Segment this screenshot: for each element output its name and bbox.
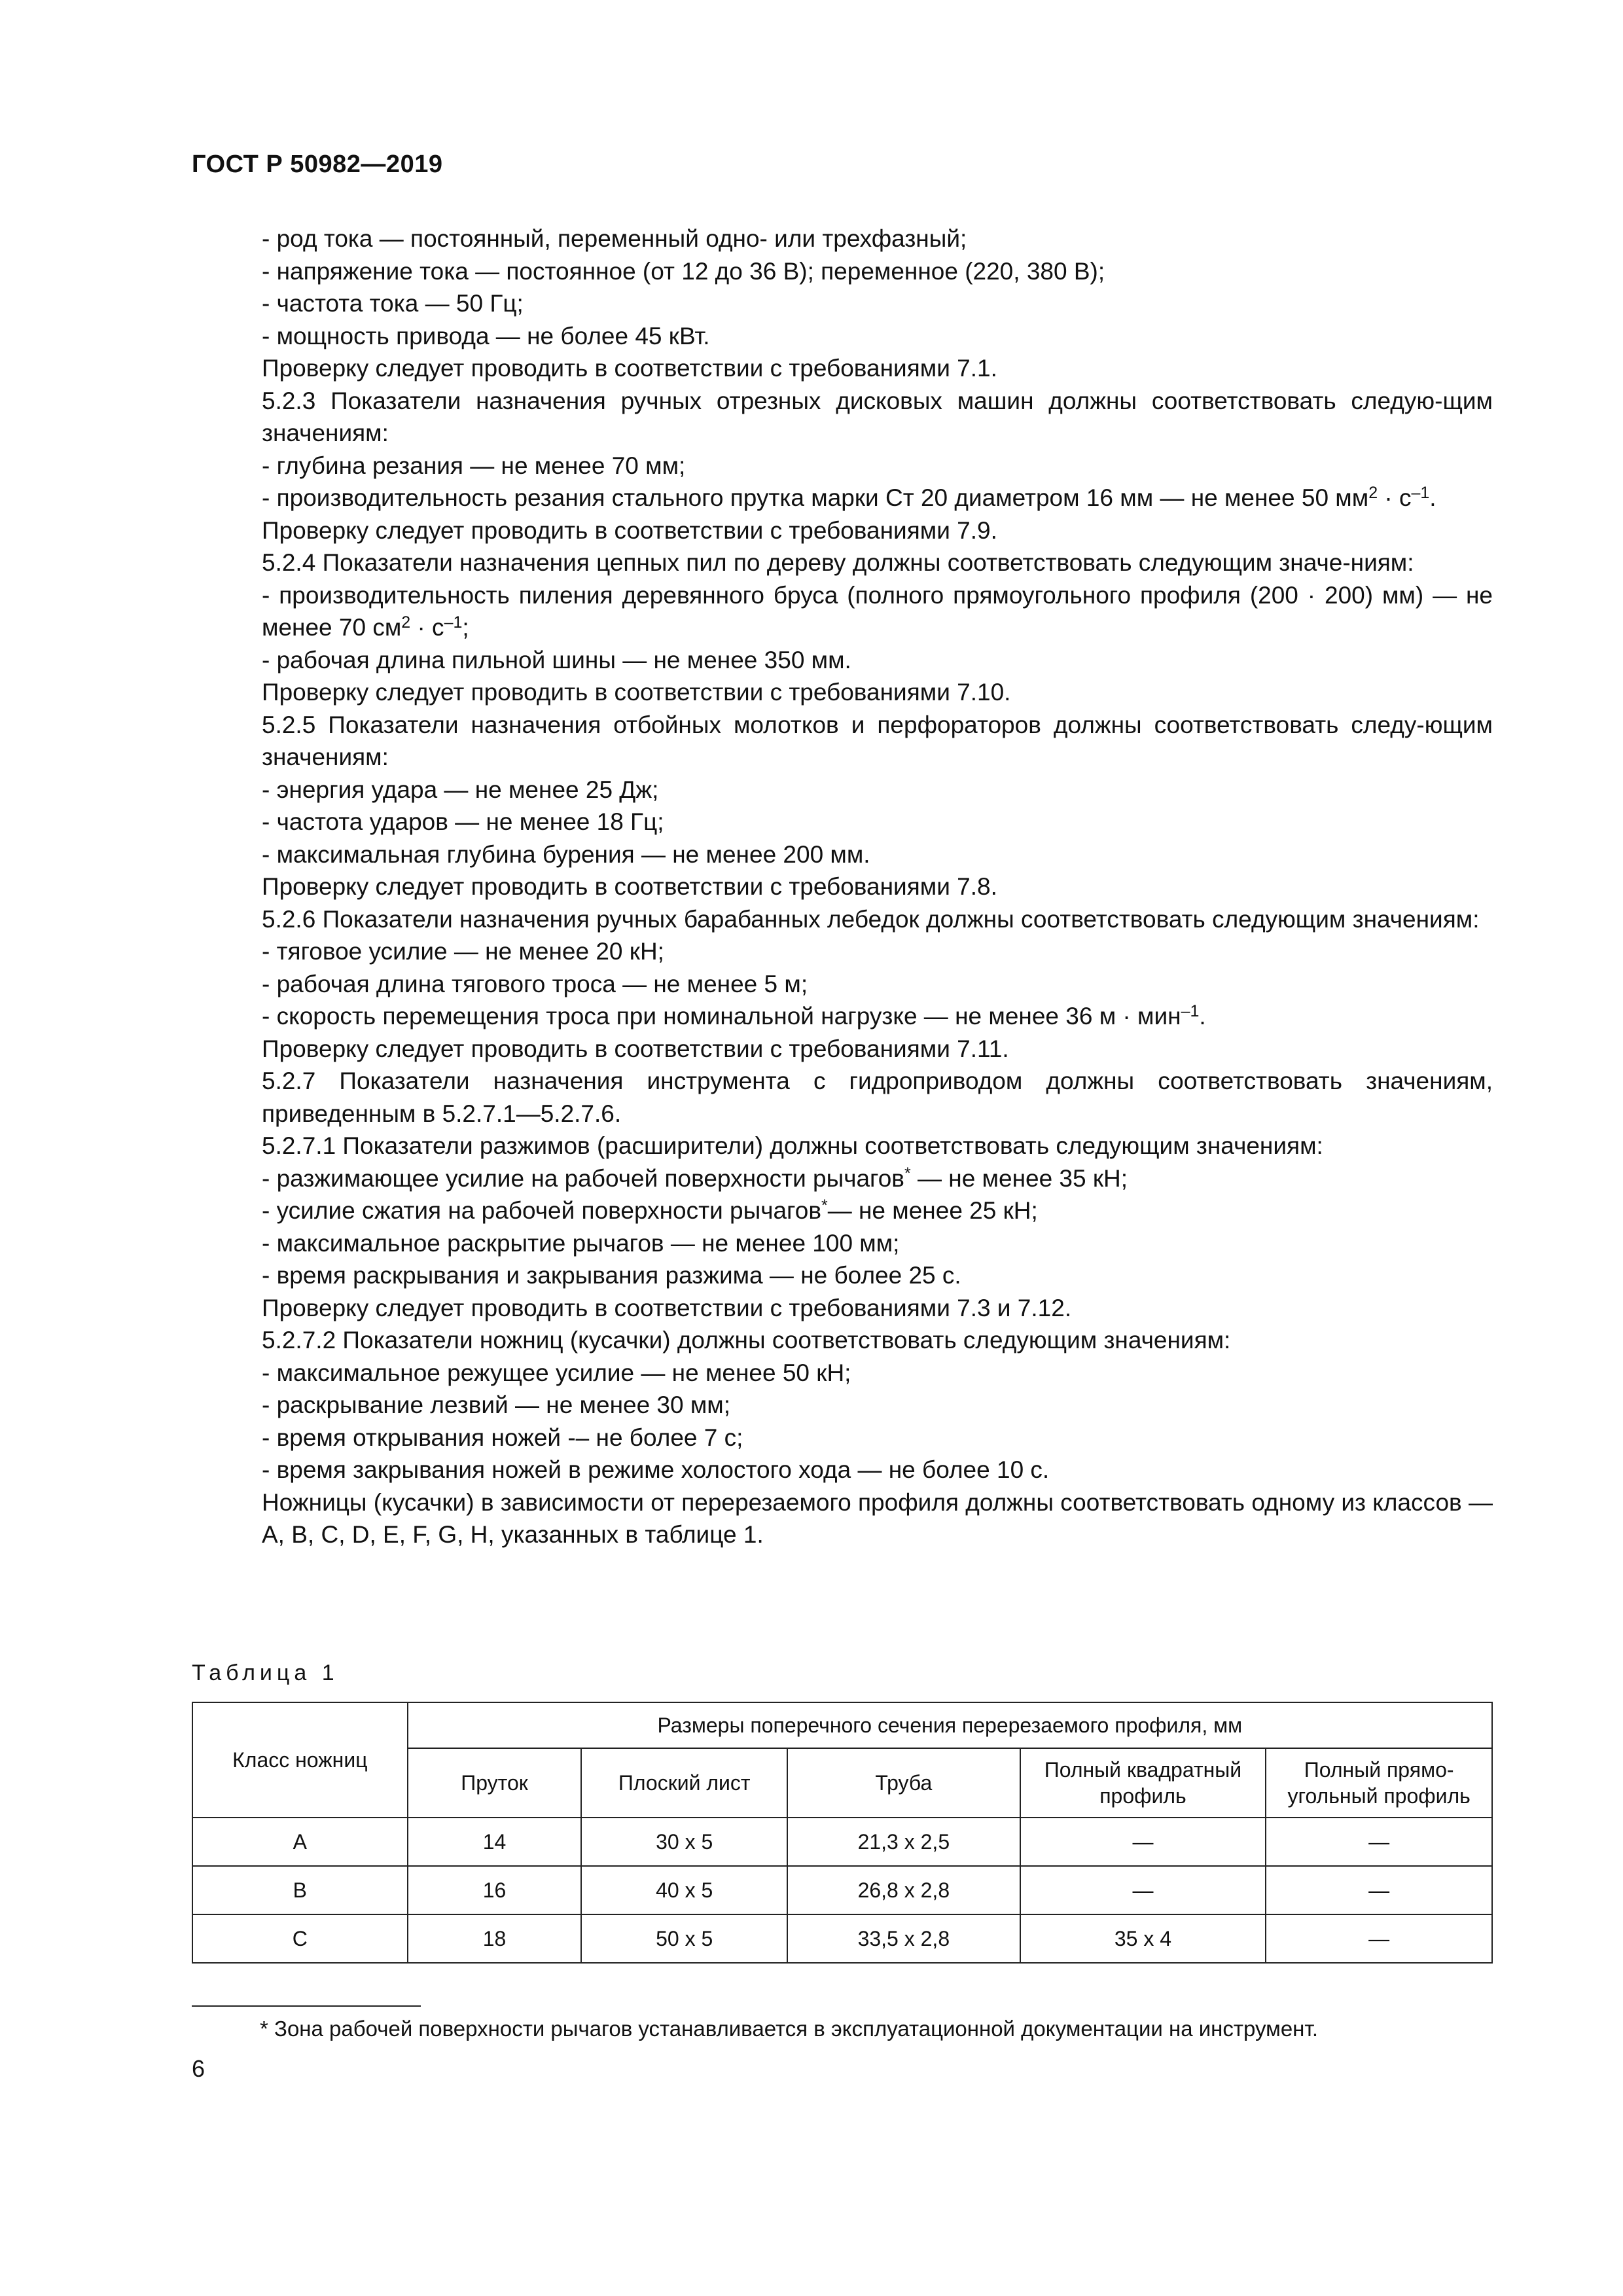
list-item: - время закрывания ножей в режиме холостого хода — не более 10 с. [262,1456,1050,1483]
list-item: - производительность резания стального прутка марки Ст 20 диаметром 16 мм — не менее 50 $мм^2 \cdot с^{-1}$. [262,484,1436,511]
table-cell: — [1020,1866,1266,1914]
table-cell: 50 х 5 [581,1914,787,1963]
table-caption: Таблица 1 [192,1660,339,1685]
list-item: - разжимающее усилие на рабочей поверхности рычагов* — не менее 35 кН; [262,1164,1128,1192]
list-item: - время открывания ножей -– не более 7 с; [262,1424,743,1451]
table-cell: 33,5 х 2,8 [787,1914,1020,1963]
paragraph: Проверку следует проводить в соответствии с требованиями 7.3 и 7.12. [262,1294,1072,1321]
list-item: - усилие сжатия на рабочей поверхности рычагов*— не менее 25 кН; [262,1196,1038,1224]
paragraph: Проверку следует проводить в соответствии с требованиями 7.11. [262,1035,1009,1062]
list-item: - производительность пиления деревянного бруса (полного прямоугольного профиля (200 · 200) мм) — не менее 70 $см^2 \cdot с^{-1}$; [262,581,1493,641]
table-header-group: Размеры поперечного сечения перерезаемого профиля, мм [408,1702,1492,1748]
list-item: - максимальное режущее усилие — не менее 50 кН; [262,1359,851,1386]
document-header: ГОСТ Р 50982—2019 [192,151,443,178]
table-cell: 18 [408,1914,582,1963]
list-item: - частота тока — 50 Гц; [262,290,524,317]
table-cell: — [1020,1818,1266,1866]
paragraph: Ножницы (кусачки) в зависимости от перерезаемого профиля должны соответствовать одному из классов — А, В, С, D, Е, F, G, Н, указанных в таблице 1. [262,1488,1493,1548]
table-header-cell: Полный квадратный профиль [1020,1748,1266,1818]
footnote-divider [192,2005,421,2007]
table-row [192,1818,1492,1866]
clause-5-2-5: 5.2.5 Показатели назначения отбойных молотков и перфораторов должны соответствовать следу-ющим значениям: [262,711,1493,770]
shears-class-table [192,1702,1493,1964]
table-row [192,1914,1492,1963]
clause-5-2-6: 5.2.6 Показатели назначения ручных барабанных лебедок должны соответствовать следующим значениям: [262,905,1480,933]
list-item: - род тока — постоянный, переменный одно- или трехфазный; [262,225,967,252]
paragraph: Проверку следует проводить в соответствии с требованиями 7.8. [262,873,997,900]
clause-5-2-3: 5.2.3 Показатели назначения ручных отрезных дисковых машин должны соответствовать следую-щим значениям: [262,387,1493,446]
list-item: - частота ударов — не менее 18 Гц; [262,808,664,835]
table-cell: — [1266,1914,1492,1963]
list-item: - напряжение тока — постоянное (от 12 до 36 В); переменное (220, 380 В); [262,257,1105,285]
clause-5-2-7: 5.2.7 Показатели назначения инструмента с гидроприводом должны соответствовать значениям, приведенным в 5.2.7.1—5.2.7.6. [262,1067,1493,1127]
list-item: - мощность привода — не более 45 кВт. [262,322,710,350]
list-item: - рабочая длина пильной шины — не менее 350 мм. [262,646,851,673]
table-header-cell: Труба [787,1748,1020,1818]
table-header-class: Класс ножниц [192,1702,408,1818]
table-cell: С [192,1914,408,1963]
list-item: - энергия удара — не менее 25 Дж; [262,776,659,803]
paragraph: Проверку следует проводить в соответствии с требованиями 7.1. [262,355,997,382]
table-cell: А [192,1818,408,1866]
table-cell: 26,8 х 2,8 [787,1866,1020,1914]
table-cell: 30 х 5 [581,1818,787,1866]
table-header-cell: Пруток [408,1748,582,1818]
list-item: - рабочая длина тягового троса — не менее 5 м; [262,970,808,997]
clause-5-2-4: 5.2.4 Показатели назначения цепных пил по дереву должны соответствовать следующим значе-ниям: [262,549,1414,576]
paragraph: Проверку следует проводить в соответствии с требованиями 7.10. [262,679,1011,706]
table-cell: 21,3 х 2,5 [787,1818,1020,1866]
table-header-cell: Плоский лист [581,1748,787,1818]
list-item: - время раскрывания и закрывания разжима — не более 25 с. [262,1262,961,1289]
list-item: - раскрывание лезвий — не менее 30 мм; [262,1391,731,1418]
paragraph: Проверку следует проводить в соответствии с требованиями 7.9. [262,516,997,544]
table-cell: 14 [408,1818,582,1866]
list-item: - тяговое усилие — не менее 20 кН; [262,938,664,965]
body-text [192,223,1493,1551]
clause-5-2-7-1: 5.2.7.1 Показатели разжимов (расширители) должны соответствовать следующим значениям: [262,1132,1323,1159]
table-row [192,1866,1492,1914]
table-cell: — [1266,1866,1492,1914]
table-header-cell: Полный прямо-угольный профиль [1266,1748,1492,1818]
table-cell: 35 х 4 [1020,1914,1266,1963]
list-item: - максимальное раскрытие рычагов — не менее 100 мм; [262,1229,900,1257]
list-item: - максимальная глубина бурения — не менее 200 мм. [262,840,870,868]
table-cell: 16 [408,1866,582,1914]
footnote: * Зона рабочей поверхности рычагов устанавливается в эксплуатационной документации на инструмент. [260,2017,1319,2041]
table-cell: 40 х 5 [581,1866,787,1914]
table-cell: — [1266,1818,1492,1866]
list-item: - глубина резания — не менее 70 мм; [262,452,686,479]
table-cell: В [192,1866,408,1914]
page-number: 6 [192,2055,205,2082]
clause-5-2-7-2: 5.2.7.2 Показатели ножниц (кусачки) должны соответствовать следующим значениям: [262,1327,1231,1354]
list-item: - скорость перемещения троса при номинальной нагрузке — не менее 36 м · мин$^{-1}$. [262,1002,1206,1030]
